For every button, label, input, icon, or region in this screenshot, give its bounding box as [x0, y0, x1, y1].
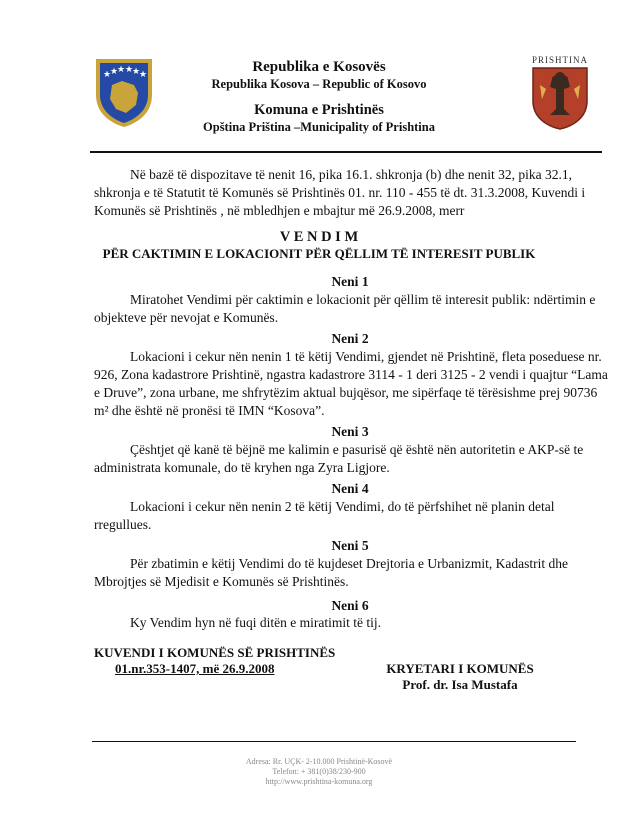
svg-text:★: ★ — [132, 66, 141, 76]
decision-reference: 01.nr.353-1407, më 26.9.2008 — [115, 661, 275, 676]
mayor-title: KRYETARI I KOMUNËS — [386, 661, 534, 676]
crest-label: PRISHTINA — [531, 55, 588, 65]
article-5-text — [94, 555, 610, 591]
header-country: Republika e Kosovës — [252, 59, 386, 75]
article-1-heading: Neni 1 — [331, 274, 369, 289]
intro-text: Në bazë të dispozitave të nenit 16, pika 16.1. shkronja (b) dhe nenit 32, pika 32.1, shkronja e të Statutit të Komunës së Prishtinës 01. nr. 110 - 455 të dt. 31.3.2008, Kuvendi i Komunës së Prishtinës , në mbledhjen e mbajtur më 26.9.2008, merr — [94, 167, 586, 218]
mayor-name: Prof. dr. Isa Mustafa — [402, 677, 518, 692]
intro-paragraph — [94, 166, 610, 220]
article-5-body: Për zbatimin e këtij Vendimi do të kujdeset Drejtoria e Urbanizmit, Kadastrit dhe Mbrojtjes së Mjedisit e Komunës së Prishtinës. — [94, 556, 569, 589]
footer-website: http://www.prishtina-komuna.org — [265, 777, 373, 786]
footer-phone: Telefon: + 381(0)38/230-900 — [272, 767, 366, 776]
footer-address: Adresa: Rr. UÇK- 2-10.000 Prishtinë-Kosovë — [245, 757, 393, 766]
svg-text:★: ★ — [103, 69, 112, 79]
article-1-text — [94, 291, 610, 327]
article-1-body: Miratohet Vendimi për caktimin e lokacionit për qëllim të interesit publik: ndërtimin e objekteve për nevojat e Komunës. — [94, 292, 596, 325]
header-municipality: Komuna e Prishtinës — [254, 102, 384, 118]
article-5-heading: Neni 5 — [331, 538, 369, 553]
article-4-body: Lokacioni i cekur nën nenin 2 të këtij Vendimi, do të përfshihet në planin detal rregullues. — [94, 499, 555, 532]
article-2-heading: Neni 2 — [331, 331, 369, 346]
article-3-heading: Neni 3 — [331, 424, 369, 439]
article-2-text — [94, 348, 610, 420]
svg-text:★: ★ — [139, 69, 148, 79]
header-country-translations: Republika Kosova – Republic of Kosovo — [211, 77, 427, 91]
article-6-text — [94, 614, 610, 632]
decision-subtitle: PËR CAKTIMIN E LOKACIONIT PËR QËLLIM TË INTERESIT PUBLIK — [102, 246, 536, 261]
article-2-body: Lokacioni i cekur nën nenin 1 të këtij Vendimi, gjendet në Prishtinë, fleta poseduese nr. 926, Zona kadastrore Prishtinë, ngastra kadastrore 3114 - 1 deri 3125 - 2 vendi i quajtur “Lama e Druve”, zona urbane, me shfrytëzim aktual bujqësor, me sipërfaqe të tërësishme prej 90736 m² dhe është në pronësi të IMN “Kosova”. — [94, 349, 608, 418]
article-3-text — [94, 441, 610, 477]
assembly-name: KUVENDI I KOMUNËS SË PRISHTINËS — [94, 645, 336, 660]
article-6-body: Ky Vendim hyn në fuqi ditën e miratimit të tij. — [130, 615, 381, 630]
article-3-body: Çështjet që kanë të bëjnë me kalimin e pasurisë që është nën autoritetin e AKP-së te administrata komunale, do të kryhen nga Zyra Ligjore. — [94, 442, 584, 475]
article-4-heading: Neni 4 — [331, 481, 369, 496]
svg-text:★: ★ — [125, 64, 134, 74]
svg-text:★: ★ — [110, 66, 119, 76]
article-6-heading: Neni 6 — [331, 598, 369, 613]
header-divider — [90, 151, 602, 153]
header-municipality-translations: Opština Priština –Municipality of Prishtina — [203, 120, 435, 134]
footer-divider — [92, 741, 576, 742]
svg-text:★: ★ — [117, 64, 126, 74]
article-4-text — [94, 498, 610, 534]
decision-title: V E N D I M — [279, 229, 359, 245]
